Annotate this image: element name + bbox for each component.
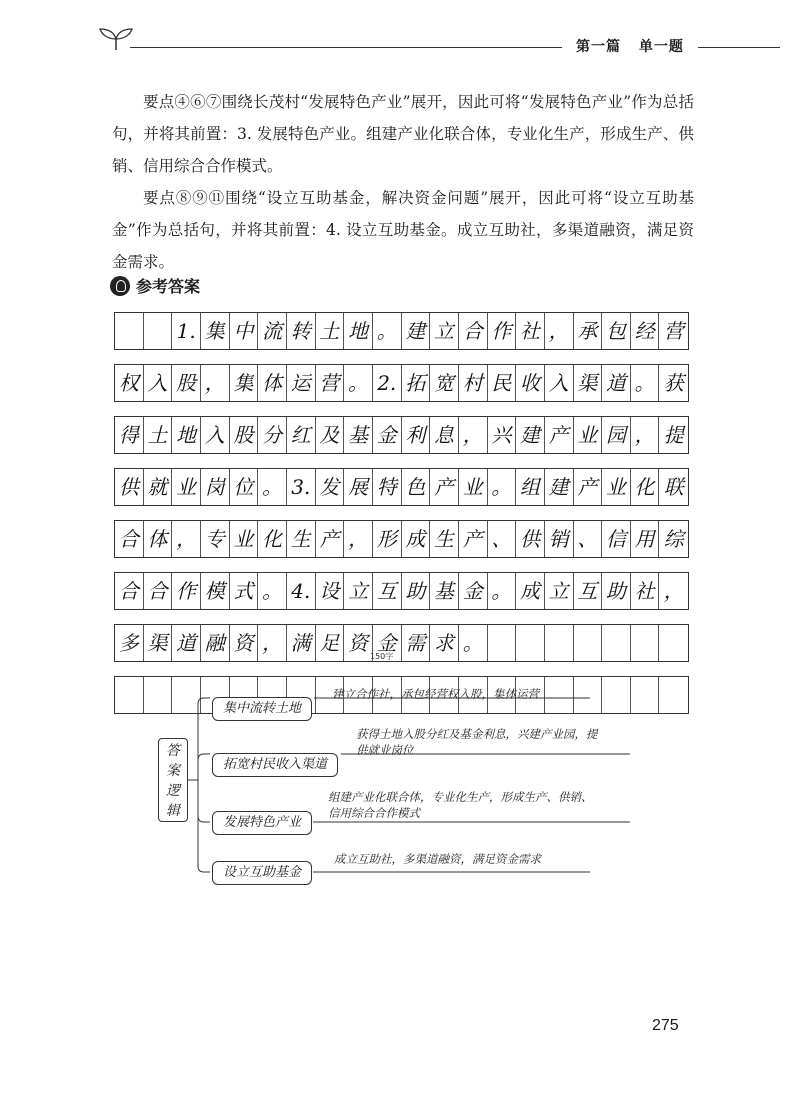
grid-cell: 园 (602, 417, 631, 453)
grid-cell: 综 (663, 527, 684, 551)
logic-note-2b: 供就业岗位 (356, 743, 414, 757)
grid-cell: 业 (230, 521, 259, 557)
grid-cell: 满 (287, 625, 316, 661)
grid-cell: 互 (373, 573, 402, 609)
grid-cell: 信 (602, 521, 631, 557)
grid-cell: ， (663, 579, 684, 603)
grid-cell: 地 (344, 313, 373, 349)
grid-cell: 4. (287, 573, 316, 609)
grid-cell: 资 (230, 625, 259, 661)
grid-cell: 产 (459, 521, 488, 557)
grid-cell: ， (459, 417, 488, 453)
grid-cell: 拓 (402, 365, 431, 401)
grid-cell: 联 (663, 475, 684, 499)
grid-cell: 业 (574, 417, 603, 453)
grid-cell: 分 (258, 417, 287, 453)
grid-cell: 销 (545, 521, 574, 557)
grid-cell: 资 (344, 625, 373, 661)
grid-cell: 村 (459, 365, 488, 401)
grid-cell: 经 (631, 313, 660, 349)
grid-cell: 作 (488, 313, 517, 349)
grid-cell: 供 (516, 521, 545, 557)
grid-cell: 提 (663, 423, 684, 447)
paragraph-1: 要点④⑥⑦围绕长茂村“发展特色产业”展开，因此可将“发展特色产业”作为总括句，并将其前置：3. 发展特色产业。组建产业化联合体，专业化生产，形成生产、供销、信用综合合作模式。 (112, 93, 694, 175)
grid-cell: 模 (201, 573, 230, 609)
grid-cell: 立 (545, 573, 574, 609)
grid-cell: 营 (663, 319, 684, 343)
grid-cell: 股 (172, 365, 201, 401)
section-label: 单一题 (638, 39, 684, 55)
grid-row (114, 364, 689, 402)
grid-cell: 、 (574, 521, 603, 557)
grid-cell: 色 (402, 469, 431, 505)
grid-cell: 。 (631, 365, 660, 401)
grid-cell: 就 (144, 469, 173, 505)
grid-cell: 产 (574, 469, 603, 505)
grid-cell: 助 (602, 573, 631, 609)
grid-cell (631, 625, 660, 661)
grid-cell: 金 (373, 625, 402, 661)
grid-cell: 1. (172, 313, 201, 349)
grid-cell: 展 (344, 469, 373, 505)
grid-cell: 生 (287, 521, 316, 557)
grid-cell: 组 (516, 469, 545, 505)
grid-cell: 。 (488, 573, 517, 609)
grid-cell: 立 (344, 573, 373, 609)
lightbulb-icon (110, 276, 130, 296)
grid-cell: 渠 (574, 365, 603, 401)
logic-branch-1: 集中流转土地 (212, 697, 312, 721)
grid-cell: 营 (316, 365, 345, 401)
grid-cell: 获 (663, 371, 684, 395)
grid-cell: 合 (115, 573, 144, 609)
page-number: 275 (652, 1017, 679, 1034)
grid-cell: 中 (230, 313, 259, 349)
grid-cell: 包 (602, 313, 631, 349)
grid-cell: ， (344, 521, 373, 557)
logic-branch-3: 发展特色产业 (212, 811, 312, 835)
root-char: 逻 (166, 783, 180, 799)
grid-cell: 互 (574, 573, 603, 609)
grid-row (114, 520, 689, 558)
grid-cell: 成 (516, 573, 545, 609)
grid-cell: 转 (287, 313, 316, 349)
grid-cell: 。 (373, 313, 402, 349)
logic-note-2a: 获得土地入股分红及基金利息，兴建产业园，提 (356, 727, 598, 741)
grid-cell (659, 677, 688, 713)
grid-cell (574, 625, 603, 661)
grid-cell (115, 313, 144, 349)
grid-cell: 足 (316, 625, 345, 661)
grid-cell: 。 (258, 469, 287, 505)
grid-cell: 息 (430, 417, 459, 453)
grid-cell: 设 (316, 573, 345, 609)
grid-cell: 产 (545, 417, 574, 453)
grid-cell: 体 (258, 365, 287, 401)
grid-row (114, 312, 689, 350)
grid-cell: 道 (602, 365, 631, 401)
grid-cell: 得 (115, 417, 144, 453)
logic-note-3b: 信用综合合作模式 (328, 806, 420, 820)
grid-cell: 入 (201, 417, 230, 453)
grid-cell: 流 (258, 313, 287, 349)
grid-cell: 运 (287, 365, 316, 401)
grid-cell: 兴 (488, 417, 517, 453)
logic-note-4: 成立互助社，多渠道融资，满足资金需求 (334, 852, 541, 866)
grid-cell: 金 (373, 417, 402, 453)
grid-cell: 承 (574, 313, 603, 349)
grid-cell: 、 (488, 521, 517, 557)
section-heading (110, 274, 200, 297)
grid-cell: 基 (430, 573, 459, 609)
grid-cell: 化 (631, 469, 660, 505)
grid-cell: 股 (230, 417, 259, 453)
grid-cell: 位 (230, 469, 259, 505)
grid-cell: 专 (201, 521, 230, 557)
grid-cell (488, 625, 517, 661)
grid-cell: 集 (230, 365, 259, 401)
grid-cell: 多 (115, 625, 144, 661)
grid-cell: 。 (459, 625, 488, 661)
grid-cell: 发 (316, 469, 345, 505)
grid-cell: 求 (430, 625, 459, 661)
grid-cell: 产 (430, 469, 459, 505)
grid-cell: ， (631, 417, 660, 453)
grid-cell: 权 (115, 365, 144, 401)
grid-cell: 建 (545, 469, 574, 505)
section-title: 参考答案 (136, 277, 201, 296)
grid-cell: 及 (316, 417, 345, 453)
grid-cell: 成 (402, 521, 431, 557)
grid-cell: 3. (287, 469, 316, 505)
logic-root-box (158, 738, 188, 822)
grid-cell: 。 (258, 573, 287, 609)
grid-cell: 生 (430, 521, 459, 557)
grid-cell: 。 (344, 365, 373, 401)
grid-cell: 业 (602, 469, 631, 505)
word-count-label: 150字 (370, 652, 394, 661)
grid-cell: 利 (402, 417, 431, 453)
grid-cell: 民 (488, 365, 517, 401)
grid-cell: 岗 (201, 469, 230, 505)
grid-cell: 需 (402, 625, 431, 661)
grid-cell: 土 (144, 417, 173, 453)
grid-cell: 基 (344, 417, 373, 453)
grid-cell: 渠 (144, 625, 173, 661)
grid-cell: ， (258, 625, 287, 661)
grid-cell: 集 (201, 313, 230, 349)
grid-cell (545, 625, 574, 661)
logic-branch-2: 拓宽村民收入渠道 (212, 753, 338, 777)
root-char: 案 (166, 763, 180, 779)
grid-cell: 式 (230, 573, 259, 609)
grid-cell: 道 (172, 625, 201, 661)
grid-cell: 。 (488, 469, 517, 505)
grid-cell (631, 677, 660, 713)
grid-cell: 作 (172, 573, 201, 609)
grid-cell: 形 (373, 521, 402, 557)
grid-cell: 地 (172, 417, 201, 453)
grid-cell (516, 625, 545, 661)
grid-cell: 土 (316, 313, 345, 349)
grid-cell: 合 (459, 313, 488, 349)
grid-cell (659, 625, 688, 661)
grid-cell: 入 (144, 365, 173, 401)
logic-note-3a: 组建产业化联合体，专业化生产，形成生产、供销、 (328, 790, 593, 804)
grid-cell (115, 677, 144, 713)
grid-cell: 业 (459, 469, 488, 505)
grid-cell (144, 313, 173, 349)
grid-cell (602, 625, 631, 661)
chapter-label: 第一篇 (576, 39, 621, 55)
grid-cell: ， (201, 365, 230, 401)
grid-cell: 特 (373, 469, 402, 505)
grid-row (114, 572, 689, 610)
grid-cell: 融 (201, 625, 230, 661)
grid-cell: 产 (316, 521, 345, 557)
paragraph-2: 要点⑧⑨⑪围绕“设立互助基金，解决资金问题”展开，因此可将“设立互助基金”作为总括句，并将其前置：4. 设立互助基金。成立互助社，多渠道融资，满足资金需求。 (112, 189, 694, 271)
grid-cell: 助 (402, 573, 431, 609)
grid-cell: 合 (144, 573, 173, 609)
grid-cell: 社 (516, 313, 545, 349)
root-char: 辑 (166, 803, 180, 819)
grid-cell: 社 (631, 573, 660, 609)
grid-row (114, 468, 689, 506)
logic-branch-4: 设立互助基金 (212, 861, 312, 885)
grid-cell: 合 (115, 521, 144, 557)
grid-cell: 宽 (430, 365, 459, 401)
grid-cell: 建 (402, 313, 431, 349)
grid-cell: 业 (172, 469, 201, 505)
grid-cell: 建 (516, 417, 545, 453)
root-char: 答 (166, 743, 180, 759)
grid-cell: 化 (258, 521, 287, 557)
answer-grid (114, 312, 689, 728)
grid-cell: ， (172, 521, 201, 557)
grid-cell: 2. (373, 365, 402, 401)
grid-cell: 红 (287, 417, 316, 453)
grid-cell: 收 (516, 365, 545, 401)
grid-cell: ， (545, 313, 574, 349)
logic-note-1: 建立合作社，承包经营权入股，集体运营 (332, 687, 539, 701)
grid-row (114, 624, 689, 662)
grid-cell: 用 (631, 521, 660, 557)
grid-cell: 立 (430, 313, 459, 349)
grid-cell: 供 (115, 469, 144, 505)
grid-cell: 入 (545, 365, 574, 401)
grid-cell: 体 (144, 521, 173, 557)
grid-cell: 金 (459, 573, 488, 609)
running-header (562, 36, 698, 56)
sprout-icon (96, 26, 136, 52)
grid-row (114, 416, 689, 454)
